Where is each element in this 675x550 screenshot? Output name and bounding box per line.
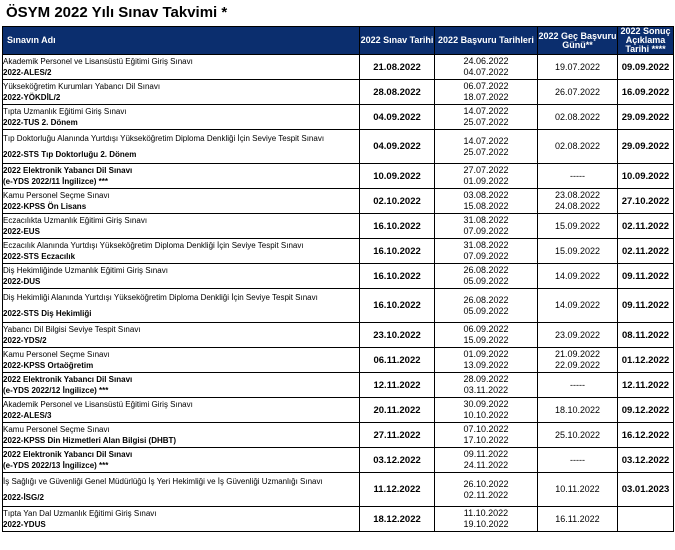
late-application-cell [538, 473, 618, 507]
exam-date-cell: 27.11.2022 [360, 423, 435, 448]
application-end-date: 25.07.2022 [463, 146, 509, 157]
table-row [3, 373, 674, 398]
table-row [3, 473, 674, 507]
table-row [3, 264, 674, 289]
exam-code: 2022-KPSS Ortaöğretim [3, 361, 94, 370]
late-application-date: 23.09.2022 [554, 329, 601, 340]
exam-date-cell: 04.09.2022 [360, 130, 435, 164]
header-late-application: 2022 Geç Başvuru Günü** [538, 27, 618, 55]
exam-name: Kamu Personel Seçme Sınavı [3, 425, 110, 434]
exam-name-cell [3, 105, 360, 130]
exam-code: 2022-EUS [3, 227, 40, 236]
exam-name-cell [3, 130, 360, 164]
application-end-date: 04.07.2022 [463, 67, 509, 77]
application-dates-cell [435, 448, 538, 473]
application-start-date: 03.08.2022 [463, 190, 509, 200]
exam-code: 2022-KPSS Ön Lisans [3, 202, 87, 211]
application-start-date: 26.10.2022 [463, 478, 509, 489]
table-row [3, 239, 674, 264]
application-start-date: 14.07.2022 [463, 106, 509, 116]
exam-name-cell [3, 214, 360, 239]
application-start-date: 30.09.2022 [463, 399, 509, 409]
exam-name: Yükseköğretim Kurumları Yabancı Dil Sınavı [3, 82, 161, 91]
exam-code: 2022-DUS [3, 277, 41, 286]
exam-name: Eczacılık Alanında Yurtdışı Yükseköğretim Diploma Denkliği İçin Seviye Tespit Sınavı [3, 241, 304, 250]
application-dates-cell [435, 264, 538, 289]
late-application-date: 10.11.2022 [555, 484, 600, 494]
exam-date-cell: 04.09.2022 [360, 105, 435, 130]
late-application-cell [538, 214, 618, 239]
table-row [3, 164, 674, 189]
exam-date-cell: 16.10.2022 [360, 289, 435, 323]
exam-name: Yabancı Dil Bilgisi Seviye Tespit Sınavı [3, 325, 141, 334]
late-application-date: ----- [570, 170, 585, 181]
result-date-cell: 03.12.2022 [618, 448, 674, 473]
late-application-date: 26.07.2022 [554, 86, 601, 97]
exam-name-cell [3, 264, 360, 289]
application-end-date: 05.09.2022 [463, 305, 509, 316]
late-application-date: 16.11.2022 [555, 513, 600, 524]
table-row [3, 189, 674, 214]
application-dates-cell [435, 373, 538, 398]
exam-calendar-table [2, 26, 674, 532]
late-application-cell [538, 398, 618, 423]
late-application-cell [538, 289, 618, 323]
exam-name-cell [3, 373, 360, 398]
exam-name: Eczacılıkta Uzmanlık Eğitimi Giriş Sınavı [3, 216, 148, 225]
header-result-date: 2022 Sonuç Açıklama Tarihi **** [618, 27, 674, 55]
application-end-date: 13.09.2022 [463, 360, 509, 370]
late-application-cell [538, 130, 618, 164]
header-application-dates: 2022 Başvuru Tarihleri [435, 27, 538, 55]
result-date-cell: 02.11.2022 [618, 239, 674, 264]
late-application-cell [538, 239, 618, 264]
exam-name-cell [3, 164, 360, 189]
late-application-cell [538, 323, 618, 348]
result-date-cell: 03.01.2023 [618, 473, 674, 507]
result-date-cell: 09.11.2022 [618, 289, 674, 323]
application-end-date: 17.10.2022 [463, 435, 509, 445]
application-dates-cell [435, 105, 538, 130]
application-dates-cell [435, 323, 538, 348]
application-dates-cell [435, 289, 538, 323]
exam-name-cell [3, 348, 360, 373]
late-application-cell [538, 189, 618, 214]
application-start-date: 26.08.2022 [463, 265, 509, 275]
late-application-cell [538, 164, 618, 189]
late-application-cell [538, 507, 618, 532]
table-row [3, 398, 674, 423]
result-date-cell: 27.10.2022 [618, 189, 674, 214]
application-end-date: 15.08.2022 [463, 201, 509, 211]
late-application-cell [538, 423, 618, 448]
exam-name-cell [3, 189, 360, 214]
exam-date-cell: 06.11.2022 [360, 348, 435, 373]
late-application-date: ----- [570, 379, 585, 390]
table-row [3, 80, 674, 105]
exam-code: 2022-ALES/3 [3, 411, 52, 420]
result-date-cell: 02.11.2022 [618, 214, 674, 239]
application-dates-cell [435, 55, 538, 80]
exam-name-cell [3, 55, 360, 80]
application-end-date: 07.09.2022 [463, 226, 509, 236]
late-application-cell [538, 373, 618, 398]
application-dates-cell [435, 507, 538, 532]
table-row [3, 448, 674, 473]
table-row [3, 348, 674, 373]
exam-name: Akademik Personel ve Lisansüstü Eğitimi Giriş Sınavı [3, 57, 193, 66]
application-start-date: 09.11.2022 [463, 449, 509, 459]
application-start-date: 06.09.2022 [463, 324, 509, 334]
header-exam-name: Sınavın Adı [3, 27, 360, 55]
application-dates-cell [435, 239, 538, 264]
application-dates-cell [435, 473, 538, 507]
exam-name-cell [3, 80, 360, 105]
application-start-date: 06.07.2022 [463, 81, 509, 91]
exam-code: 2022-KPSS Din Hizmetleri Alan Bilgisi (DHBT) [3, 436, 177, 445]
exam-date-cell: 23.10.2022 [360, 323, 435, 348]
application-start-date: 31.08.2022 [463, 240, 509, 250]
late-application-cell [538, 448, 618, 473]
application-end-date: 25.07.2022 [463, 117, 509, 127]
result-date-cell: 12.11.2022 [618, 373, 674, 398]
application-end-date: 19.10.2022 [463, 519, 509, 529]
application-end-date: 18.07.2022 [463, 92, 509, 102]
exam-name: 2022 Elektronik Yabancı Dil Sınavı [3, 450, 133, 459]
result-date-cell: 09.09.2022 [618, 55, 674, 80]
application-dates-cell [435, 214, 538, 239]
exam-code: 2022-YÖKDİL/2 [3, 93, 61, 102]
exam-date-cell: 16.10.2022 [360, 214, 435, 239]
late-application-date: 14.09.2022 [554, 270, 601, 281]
exam-code: 2022-ALES/2 [3, 68, 52, 77]
table-header-row [3, 27, 674, 55]
exam-code: (e-YDS 2022/13 İngilizce) *** [3, 461, 109, 470]
exam-name: Kamu Personel Seçme Sınavı [3, 191, 110, 200]
exam-name: Kamu Personel Seçme Sınavı [3, 350, 110, 359]
table-row [3, 423, 674, 448]
exam-date-cell: 21.08.2022 [360, 55, 435, 80]
late-application-cell [538, 80, 618, 105]
late-application-date: 15.09.2022 [554, 245, 601, 256]
application-end-date: 07.09.2022 [463, 251, 509, 261]
application-end-date: 15.09.2022 [463, 335, 509, 345]
application-end-date: 24.11.2022 [463, 460, 509, 470]
table-body [3, 55, 674, 532]
application-end-date: 01.09.2022 [463, 176, 509, 186]
application-dates-cell [435, 80, 538, 105]
application-start-date: 28.09.2022 [463, 374, 509, 384]
application-end-date: 10.10.2022 [463, 410, 509, 420]
late-application-date: 25.10.2022 [554, 429, 601, 440]
result-date-cell: 10.09.2022 [618, 164, 674, 189]
exam-code: (e-YDS 2022/11 İngilizce) *** [3, 177, 108, 186]
application-dates-cell [435, 130, 538, 164]
application-start-date: 14.07.2022 [463, 135, 509, 146]
table-row [3, 323, 674, 348]
exam-name: Tıpta Uzmanlık Eğitimi Giriş Sınavı [3, 107, 127, 116]
application-start-date: 26.08.2022 [463, 294, 509, 305]
exam-name-cell [3, 448, 360, 473]
late-application-date: 18.10.2022 [554, 404, 601, 415]
exam-name-cell [3, 398, 360, 423]
exam-name-cell [3, 289, 360, 323]
late-application-cell [538, 348, 618, 373]
late-application-cell [538, 55, 618, 80]
result-date-cell: 09.12.2022 [618, 398, 674, 423]
late-application-date: 19.07.2022 [554, 61, 601, 72]
result-date-cell [618, 507, 674, 532]
late-application-date: 23.08.2022 [554, 190, 601, 200]
exam-date-cell: 02.10.2022 [360, 189, 435, 214]
late-application-cell [538, 264, 618, 289]
result-date-cell: 29.09.2022 [618, 130, 674, 164]
exam-code: 2022-STS Diş Hekimliği [3, 309, 92, 318]
exam-name: İş Sağlığı ve Güvenliği Genel Müdürlüğü İş Yeri Hekimliği ve İş Güvenliği Uzmanlığı Sınavı [3, 477, 323, 486]
table-row [3, 507, 674, 532]
late-application-date: 02.08.2022 [554, 141, 601, 151]
exam-name: 2022 Elektronik Yabancı Dil Sınavı [3, 166, 133, 175]
late-application-date: 14.09.2022 [554, 300, 601, 310]
application-end-date: 05.09.2022 [463, 276, 509, 286]
exam-date-cell: 28.08.2022 [360, 80, 435, 105]
application-dates-cell [435, 423, 538, 448]
table-row [3, 130, 674, 164]
page-title: ÖSYM 2022 Yılı Sınav Takvimi * [6, 4, 228, 21]
exam-name-cell [3, 507, 360, 532]
exam-date-cell: 12.11.2022 [360, 373, 435, 398]
application-start-date: 27.07.2022 [463, 165, 509, 175]
exam-date-cell: 11.12.2022 [360, 473, 435, 507]
result-date-cell: 29.09.2022 [618, 105, 674, 130]
application-start-date: 24.06.2022 [463, 56, 509, 66]
exam-date-cell: 16.10.2022 [360, 239, 435, 264]
exam-name: Tıp Doktorluğu Alanında Yurtdışı Yükseköğretim Diploma Denkliği İçin Seviye Tespit Sınavı [3, 134, 325, 143]
exam-name: 2022 Elektronik Yabancı Dil Sınavı [3, 375, 133, 384]
application-start-date: 31.08.2022 [463, 215, 509, 225]
late-application-date: ----- [570, 454, 585, 465]
late-application-date: 21.09.2022 [554, 349, 601, 359]
application-end-date: 03.11.2022 [463, 385, 509, 395]
application-dates-cell [435, 348, 538, 373]
application-dates-cell [435, 189, 538, 214]
exam-name-cell [3, 323, 360, 348]
exam-name: Diş Hekimliğinde Uzmanlık Eğitimi Giriş Sınavı [3, 266, 168, 275]
late-application-date: 22.09.2022 [554, 360, 601, 370]
late-application-date: 24.08.2022 [554, 201, 601, 211]
application-start-date: 07.10.2022 [463, 424, 509, 434]
exam-name: Akademik Personel ve Lisansüstü Eğitimi Giriş Sınavı [3, 400, 193, 409]
late-application-date: 15.09.2022 [554, 220, 601, 231]
result-date-cell: 09.11.2022 [618, 264, 674, 289]
exam-name-cell [3, 473, 360, 507]
table-row [3, 55, 674, 80]
exam-date-cell: 10.09.2022 [360, 164, 435, 189]
table-row [3, 214, 674, 239]
result-date-cell: 08.11.2022 [618, 323, 674, 348]
result-date-cell: 16.09.2022 [618, 80, 674, 105]
application-end-date: 02.11.2022 [463, 489, 509, 500]
exam-code: 2022-STS Tıp Doktorluğu 2. Dönem [3, 150, 137, 159]
application-dates-cell [435, 398, 538, 423]
exam-code: 2022-TUS 2. Dönem [3, 118, 78, 127]
exam-date-cell: 03.12.2022 [360, 448, 435, 473]
exam-name-cell [3, 239, 360, 264]
exam-date-cell: 20.11.2022 [360, 398, 435, 423]
application-start-date: 01.09.2022 [463, 349, 509, 359]
late-application-date: 02.08.2022 [554, 111, 601, 122]
exam-name: Tıpta Yan Dal Uzmanlık Eğitimi Giriş Sınavı [3, 509, 157, 518]
application-start-date: 11.10.2022 [463, 508, 509, 518]
application-dates-cell [435, 164, 538, 189]
exam-code: (e-YDS 2022/12 İngilizce) *** [3, 386, 109, 395]
result-date-cell: 01.12.2022 [618, 348, 674, 373]
exam-name: Diş Hekimliği Alanında Yurtdışı Yükseköğretim Diploma Denkliği İçin Seviye Tespit Sınavı [3, 293, 318, 302]
exam-date-cell: 18.12.2022 [360, 507, 435, 532]
exam-code: 2022-İSG/2 [3, 493, 44, 502]
exam-code: 2022-STS Eczacılık [3, 252, 76, 261]
exam-date-cell: 16.10.2022 [360, 264, 435, 289]
table-row [3, 289, 674, 323]
result-date-cell: 16.12.2022 [618, 423, 674, 448]
header-exam-date: 2022 Sınav Tarihi [360, 27, 435, 55]
exam-code: 2022-YDS/2 [3, 336, 47, 345]
exam-name-cell [3, 423, 360, 448]
exam-code: 2022-YDUS [3, 520, 46, 529]
table-row [3, 105, 674, 130]
late-application-cell [538, 105, 618, 130]
